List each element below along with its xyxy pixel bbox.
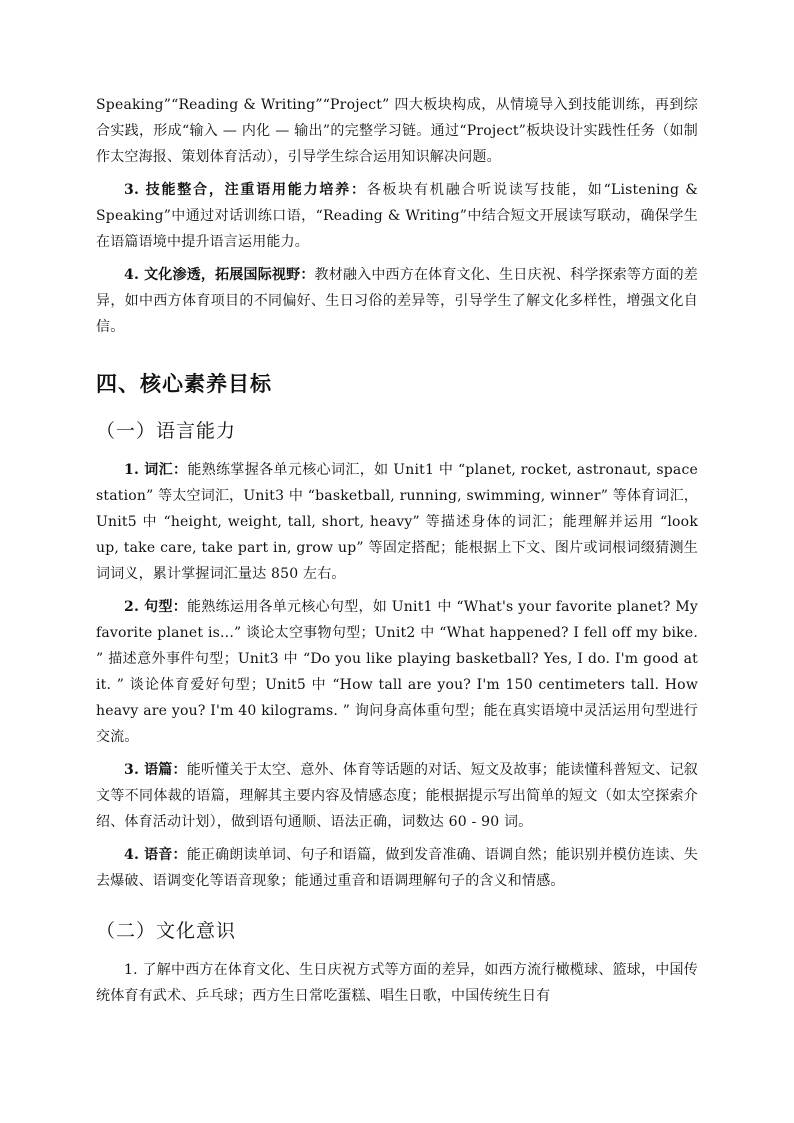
paragraph-text: 各板块有机融合听说读写技能，如“Listening & Speaking”中通过对话训练口语，“Reading & Writing”中结合短文开展读写联动，确保学生在语篇语境中提升语言运用能力。 xyxy=(96,182,699,250)
paragraph-continued: Speaking”“Reading & Writing”“Project” 四大板块构成，从情境导入到技能训练，再到综合实践，形成“输入 — 内化 — 输出”的完整学习链。通过“Project”板块设计实践性任务（如制作太空海报、策划体育活动），引导学生综合运用知识解决问题。 xyxy=(96,97,698,165)
paragraph-text: 能正确朗读单词、句子和语篇，做到发音准确、语调自然；能识别并模仿连读、失去爆破、语调变化等语音现象；能通过重音和语调理解句子的含义和情感。 xyxy=(96,847,698,889)
paragraph-vocabulary xyxy=(96,457,698,587)
paragraph-lead: 3. 语篇： xyxy=(124,762,187,778)
paragraph-text: 教材融入中西方在体育文化、生日庆祝、科学探索等方面的差异，如中西方体育项目的不同偏好、生日习俗的差异等，引导学生了解文化多样性，增强文化自信。 xyxy=(96,267,698,335)
paragraph-skill-integration xyxy=(96,177,698,255)
paragraph-culture-1: 1. 了解中西方在体育文化、生日庆祝方式等方面的差异，如西方流行橄榄球、篮球，中国传统体育有武术、乒乓球；西方生日常吃蛋糕、唱生日歌，中国传统生日有 xyxy=(96,962,698,1004)
paragraph-sentence-patterns xyxy=(96,594,698,750)
paragraph-text: 能熟练掌握各单元核心词汇，如 Unit1 中 “planet, rocket, astronaut, space station” 等太空词汇，Unit3 中 “basketball, running, swimming, winner” 等体育词汇，Unit5 中 “height, weight, tall, short, heavy” 等描述身体的词汇；能理解并运用 “look up, take care, take part in, grow up” 等固定搭配；能根据上下文、图片或词根词缀猜测生词词义，累计掌握词汇量达 850 左右。 xyxy=(96,462,698,582)
paragraph-culture-infiltration xyxy=(96,262,698,340)
paragraph-text: 能熟练运用各单元核心句型，如 Unit1 中 “What's your favorite planet? My favorite planet is...” 谈论太空事物句型；Unit2 中 “What happened? I fell off my bike. ” 描述意外事件句型；Unit3 中 “Do you like playing basketball? Yes, I do. I'm good at it. ” 谈论体育爱好句型；Unit5 中 “How tall are you? I'm 150 centimeters tall. How heavy are you? I'm 40 kilograms. ” 询问身高体重句型；能在真实语境中灵活运用句型进行交流。 xyxy=(96,599,698,745)
section-heading-core-literacy: 四、核心素养目标 xyxy=(96,372,272,396)
paragraph-lead: 4. 语音： xyxy=(124,847,187,863)
paragraph-lead: 4. 文化渗透，拓展国际视野： xyxy=(124,267,315,283)
subsection-heading-cultural-awareness: （二）文化意识 xyxy=(96,920,237,942)
paragraph-lead: 2. 句型： xyxy=(124,599,188,615)
paragraph-lead: 1. 词汇： xyxy=(124,462,188,478)
paragraph-lead: 3. 技能整合，注重语用能力培养： xyxy=(124,182,367,198)
paragraph-text: 能听懂关于太空、意外、体育等话题的对话、短文及故事；能读懂科普短文、记叙文等不同体裁的语篇，理解其主要内容及情感态度；能根据提示写出简单的短文（如太空探索介绍、体育活动计划），做到语句通顺、语法正确，词数达 60 - 90 词。 xyxy=(96,762,698,830)
paragraph-discourse xyxy=(96,757,698,835)
document-page xyxy=(96,92,698,1009)
subsection-heading-language-ability: （一）语言能力 xyxy=(96,420,237,442)
paragraph-phonetics xyxy=(96,842,698,894)
